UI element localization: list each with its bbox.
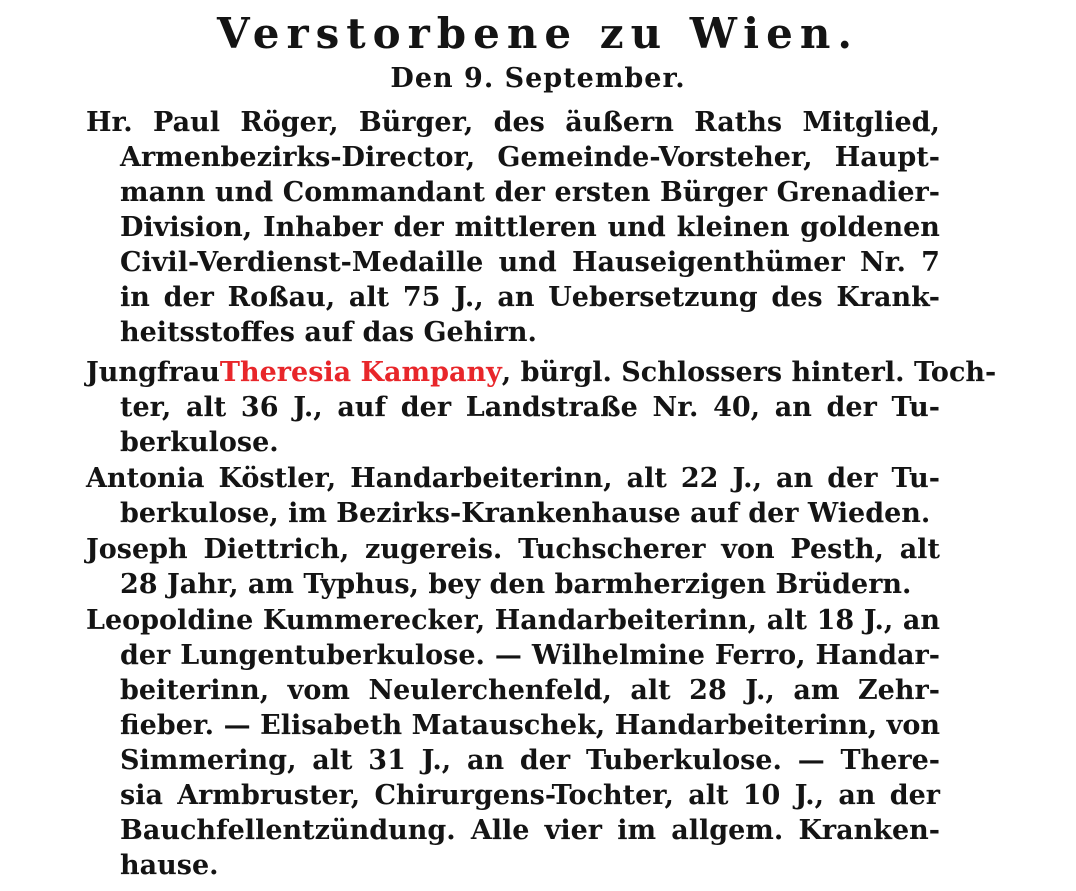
word: der <box>826 392 877 423</box>
word: alt <box>630 675 671 706</box>
line-text: , bürgl. Schlossers hinterl. Toch- <box>501 357 997 388</box>
word: der <box>827 463 878 494</box>
word: 36 <box>240 392 279 423</box>
entry-1-line-3 <box>120 176 940 210</box>
entry-1-line-6 <box>120 281 940 315</box>
word: Armbruster, <box>177 780 361 811</box>
word: J., <box>794 780 825 811</box>
word: Tu- <box>891 463 940 494</box>
article-title: Verstorbene zu Wien. <box>216 9 859 58</box>
word: des <box>771 282 823 313</box>
entry-5-line-2 <box>120 639 940 673</box>
word: J., <box>421 745 452 776</box>
word: alt <box>626 463 667 494</box>
word: und <box>498 247 557 278</box>
word: Bauchfellentzündung. <box>120 815 456 846</box>
entry-1-line-4 <box>120 211 940 245</box>
word: Commandant <box>282 177 485 208</box>
word: auf <box>337 392 387 423</box>
word: äußern <box>565 107 674 138</box>
word: Paul <box>153 107 220 138</box>
entry-2-line-1 <box>86 356 997 390</box>
word: Bürger <box>660 177 767 208</box>
word: 75 <box>402 282 441 313</box>
word: mann <box>120 177 206 208</box>
word: alt <box>766 605 807 636</box>
word: zugereis. <box>365 534 503 565</box>
word: alt <box>186 392 227 423</box>
word: 28 <box>689 675 727 706</box>
word: There- <box>840 745 940 776</box>
word: und <box>607 212 666 243</box>
word: alt <box>688 780 729 811</box>
word: Division, <box>120 212 253 243</box>
word: der <box>393 212 444 243</box>
word: an <box>776 463 814 494</box>
word: 18 <box>816 605 855 636</box>
word: — <box>494 640 522 671</box>
word: 40, <box>713 392 761 423</box>
word: Raths <box>694 107 783 138</box>
word: 10 <box>742 780 781 811</box>
word: von <box>886 710 940 741</box>
word: Grenadier- <box>776 177 940 208</box>
word: Zehr- <box>857 675 940 706</box>
word: Nr. <box>652 392 699 423</box>
word: der <box>889 780 940 811</box>
entry-4-line-2: 28 Jahr, am Typhus, bey den barmherzigen Brüdern. <box>120 569 912 600</box>
word: Inhaber <box>262 212 383 243</box>
word: — <box>223 710 251 741</box>
word: im <box>617 815 657 846</box>
word: fieber. <box>120 710 215 741</box>
word: Simmering, <box>120 745 297 776</box>
entry-1-line-1 <box>86 106 940 140</box>
word: an <box>902 605 940 636</box>
entry-1-line-2 <box>120 141 940 175</box>
word: 31 <box>368 745 406 776</box>
word: alt <box>312 745 353 776</box>
entry-5-line-3 <box>120 674 940 708</box>
word: der <box>163 282 214 313</box>
word: Ferro, <box>714 640 806 671</box>
word: 22 <box>680 463 719 494</box>
word: Roßau, <box>227 282 336 313</box>
word: kleinen <box>676 212 790 243</box>
word: vom <box>287 675 350 706</box>
word: Kranken- <box>798 815 940 846</box>
word: Handar- <box>815 640 940 671</box>
word: Tuberkulose. <box>585 745 782 776</box>
word: Krank- <box>836 282 940 313</box>
word: Nr. <box>860 247 906 278</box>
entry-1-line-5 <box>120 246 940 280</box>
word: Uebersetzung <box>548 282 758 313</box>
word: Gemeinde-Vorsteher, <box>497 142 813 173</box>
word: Antonia <box>86 463 205 494</box>
entry-1-line-7: heitsstoffes auf das Gehirn. <box>120 317 537 348</box>
word: Tuchscherer <box>518 534 706 565</box>
word: von <box>721 534 775 565</box>
entry-5-line-4 <box>120 709 940 743</box>
word: Röger, <box>240 107 339 138</box>
word: Tu- <box>891 392 940 423</box>
word: Elisabeth <box>260 710 403 741</box>
word: des <box>493 107 545 138</box>
word: am <box>793 675 840 706</box>
word: an <box>497 282 535 313</box>
word: alt <box>899 534 940 565</box>
entry-2-line-2 <box>120 391 940 425</box>
word: Civil-Verdienst-Medaille <box>120 247 484 278</box>
word: J., <box>732 463 762 494</box>
word: mittleren <box>454 212 597 243</box>
word: Joseph <box>86 534 188 565</box>
word: Armenbezirks-Director, <box>120 142 476 173</box>
entry-5-line-1 <box>86 604 940 638</box>
word: Pesth, <box>790 534 884 565</box>
entry-5-line-5 <box>120 744 940 778</box>
word: an <box>838 780 876 811</box>
article-date: Den 9. September. <box>390 63 686 94</box>
word: Neulerchenfeld, <box>368 675 612 706</box>
word: — <box>797 745 825 776</box>
entry-5-line-8: hause. <box>120 850 219 881</box>
word: Diettrich, <box>203 534 350 565</box>
entry-3-line-2: berkulose, im Bezirks-Krankenhause auf der Wieden. <box>120 498 931 529</box>
line-text: Jungfrau <box>86 357 220 388</box>
word: Bürger, <box>358 107 474 138</box>
word: allgem. <box>671 815 784 846</box>
word: vier <box>544 815 602 846</box>
word: Handarbeiterinn, <box>494 605 758 636</box>
entry-5-line-6 <box>120 779 940 813</box>
word: an <box>466 745 505 776</box>
word: Matauschek, <box>411 710 606 741</box>
word: Landstraße <box>465 392 638 423</box>
word: Wilhelmine <box>531 640 705 671</box>
word: Haupt- <box>834 142 940 173</box>
word: J., <box>745 675 775 706</box>
word: sia <box>120 780 163 811</box>
word: alt <box>348 282 390 313</box>
entry-4-line-1 <box>86 533 940 567</box>
word: Köstler, <box>218 463 337 494</box>
word: Chirurgens-Tochter, <box>374 780 674 811</box>
entry-5-line-7 <box>120 814 940 848</box>
word: J., <box>454 282 484 313</box>
word: an <box>774 392 812 423</box>
word: ersten <box>554 177 651 208</box>
word: der <box>400 392 452 423</box>
word: der <box>120 640 171 671</box>
word: Leopoldine <box>86 605 254 636</box>
word: ter, <box>120 392 172 423</box>
word: J., <box>863 605 894 636</box>
word: goldenen <box>800 212 940 243</box>
word: Hr. <box>86 107 133 138</box>
word: der <box>519 745 571 776</box>
word: Kummerecker, <box>262 605 486 636</box>
entry-3-line-1 <box>86 462 940 496</box>
entry-2-line-3: berkulose. <box>120 427 279 458</box>
highlighted-name: Theresia Kampany <box>219 357 502 388</box>
word: Handarbeiterinn, <box>350 463 613 494</box>
word: beiterinn, <box>120 675 270 706</box>
word: Alle <box>470 815 530 846</box>
word: Mitglied, <box>802 107 940 138</box>
word: Hauseigenthümer <box>572 247 845 278</box>
word: der <box>494 177 545 208</box>
word: in <box>120 282 150 313</box>
word: Handarbeiterinn, <box>614 710 878 741</box>
word: und <box>214 177 274 208</box>
word: J., <box>293 392 323 423</box>
word: Lungentuberkulose. <box>180 640 485 671</box>
word: 7 <box>921 247 940 278</box>
